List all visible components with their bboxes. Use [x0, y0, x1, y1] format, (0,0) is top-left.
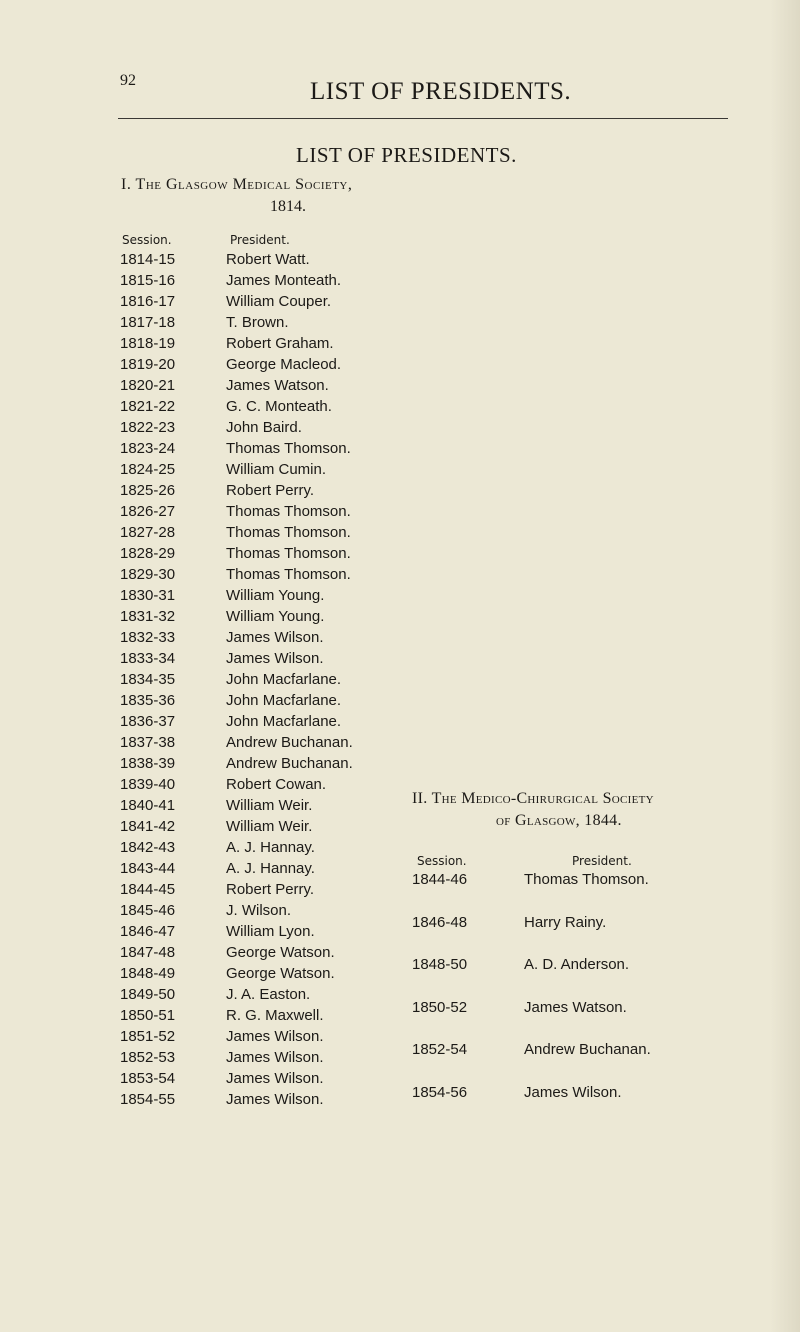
table-row: [412, 997, 742, 1040]
session-cell: 1846-47: [120, 923, 176, 940]
session-cell: 1820-21: [120, 377, 176, 394]
header-rule: [118, 118, 728, 119]
session-cell: 1846-48: [412, 913, 468, 931]
section1-session-header: Session.: [122, 233, 172, 247]
section1-title: I. The Glasgow Medical Society,: [121, 176, 353, 193]
table-row: [120, 984, 420, 1005]
president-cell: R. G. Maxwell.: [226, 1007, 324, 1024]
section1-table: [120, 249, 420, 1110]
president-cell: James Watson.: [524, 998, 627, 1016]
session-cell: 1847-48: [120, 944, 176, 961]
table-row: [120, 1005, 420, 1026]
table-row: [412, 954, 742, 997]
session-cell: 1829-30: [120, 566, 176, 583]
session-cell: 1850-51: [120, 1007, 176, 1024]
president-cell: William Weir.: [226, 797, 313, 814]
section1-president-header: President.: [230, 233, 290, 247]
session-cell: 1828-29: [120, 545, 176, 562]
president-cell: James Wilson.: [226, 1049, 324, 1066]
table-row: [120, 354, 420, 375]
table-row: [120, 963, 420, 984]
president-cell: Thomas Thomson.: [524, 871, 649, 888]
table-row: [120, 753, 420, 774]
president-cell: J. A. Easton.: [226, 986, 311, 1003]
president-cell: James Monteath.: [226, 272, 342, 289]
table-row: [120, 543, 420, 564]
session-cell: 1833-34: [120, 650, 176, 667]
session-cell: 1815-16: [120, 272, 176, 289]
table-row: [120, 480, 420, 501]
session-cell: 1826-27: [120, 503, 176, 520]
table-row: [120, 774, 420, 795]
session-cell: 1834-35: [120, 671, 176, 688]
session-cell: 1851-52: [120, 1028, 176, 1045]
table-row: [120, 270, 420, 291]
session-cell: 1821-22: [120, 398, 176, 415]
table-row: [120, 921, 420, 942]
table-row: [120, 858, 420, 879]
president-cell: Andrew Buchanan.: [226, 734, 353, 751]
page-edge-shadow: [770, 0, 800, 1332]
president-cell: T. Brown.: [226, 314, 289, 331]
session-cell: 1814-15: [120, 251, 176, 268]
session-cell: 1854-55: [120, 1091, 176, 1108]
session-cell: 1841-42: [120, 818, 176, 835]
table-row: [120, 627, 420, 648]
table-row: [120, 1026, 420, 1047]
session-cell: 1823-24: [120, 440, 176, 457]
session-cell: 1844-46: [412, 871, 468, 888]
president-cell: James Wilson.: [226, 1028, 324, 1045]
session-cell: 1848-49: [120, 965, 176, 982]
president-cell: Thomas Thomson.: [226, 440, 351, 457]
president-cell: J. Wilson.: [226, 902, 292, 919]
president-cell: James Wilson.: [524, 1083, 622, 1101]
session-cell: 1840-41: [120, 797, 176, 814]
session-cell: 1831-32: [120, 608, 176, 625]
session-cell: 1848-50: [412, 956, 468, 973]
president-cell: Harry Rainy.: [524, 913, 607, 931]
president-cell: A. D. Anderson.: [524, 956, 630, 973]
session-cell: 1836-37: [120, 713, 176, 730]
session-cell: 1827-28: [120, 524, 176, 541]
session-cell: 1839-40: [120, 776, 176, 793]
president-cell: Andrew Buchanan.: [226, 755, 353, 772]
president-cell: William Young.: [226, 608, 325, 625]
table-row: [120, 711, 420, 732]
table-row: [120, 333, 420, 354]
table-row: [412, 869, 742, 912]
table-row: [120, 1047, 420, 1068]
president-cell: James Wilson.: [226, 650, 324, 667]
page-number: 92: [120, 72, 136, 89]
session-cell: 1838-39: [120, 755, 176, 772]
table-row: [120, 417, 420, 438]
table-row: [120, 585, 420, 606]
table-row: [120, 438, 420, 459]
session-cell: 1852-54: [412, 1041, 468, 1058]
table-row: [120, 795, 420, 816]
session-cell: 1850-52: [412, 998, 468, 1016]
table-row: [120, 522, 420, 543]
president-cell: Robert Perry.: [226, 881, 315, 898]
president-cell: Thomas Thomson.: [226, 503, 351, 520]
table-row: [120, 837, 420, 858]
table-row: [120, 816, 420, 837]
table-row: [120, 1068, 420, 1089]
table-row: [120, 249, 420, 270]
table-row: [120, 669, 420, 690]
session-cell: 1817-18: [120, 314, 176, 331]
session-cell: 1824-25: [120, 461, 176, 478]
session-cell: 1853-54: [120, 1070, 176, 1087]
president-cell: John Macfarlane.: [226, 713, 342, 730]
table-row: [120, 501, 420, 522]
table-row: [120, 375, 420, 396]
session-cell: 1835-36: [120, 692, 176, 709]
session-cell: 1854-56: [412, 1083, 468, 1101]
president-cell: Andrew Buchanan.: [524, 1041, 651, 1058]
president-cell: A. J. Hannay.: [226, 860, 315, 877]
running-head: LIST OF PRESIDENTS.: [310, 78, 572, 105]
table-row: [412, 1039, 742, 1082]
table-row: [120, 291, 420, 312]
session-cell: 1849-50: [120, 986, 176, 1003]
president-cell: John Macfarlane.: [226, 692, 342, 709]
president-cell: Robert Perry.: [226, 482, 315, 499]
president-cell: George Watson.: [226, 944, 335, 961]
session-cell: 1843-44: [120, 860, 176, 877]
table-row: [120, 606, 420, 627]
table-row: [120, 564, 420, 585]
session-cell: 1816-17: [120, 293, 176, 310]
president-cell: Thomas Thomson.: [226, 524, 351, 541]
president-cell: G. C. Monteath.: [226, 398, 332, 415]
table-row: [120, 396, 420, 417]
table-row: [120, 900, 420, 921]
table-row: [120, 690, 420, 711]
session-cell: 1830-31: [120, 587, 176, 604]
section2-president-header: President.: [572, 854, 632, 868]
session-cell: 1825-26: [120, 482, 176, 499]
session-cell: 1837-38: [120, 734, 176, 751]
page-title: LIST OF PRESIDENTS.: [296, 143, 517, 167]
section2-subtitle: of Glasgow, 1844.: [496, 812, 622, 829]
president-cell: A. J. Hannay.: [226, 839, 315, 856]
session-cell: 1845-46: [120, 902, 176, 919]
session-cell: 1842-43: [120, 839, 176, 856]
session-cell: 1832-33: [120, 629, 176, 646]
session-cell: 1822-23: [120, 419, 176, 436]
president-cell: William Cumin.: [226, 461, 327, 478]
president-cell: George Watson.: [226, 965, 335, 982]
table-row: [412, 912, 742, 955]
session-cell: 1819-20: [120, 356, 176, 373]
session-cell: 1818-19: [120, 335, 176, 352]
table-row: [120, 942, 420, 963]
president-cell: Robert Watt.: [226, 251, 310, 268]
president-cell: George Macleod.: [226, 356, 342, 373]
president-cell: John Baird.: [226, 419, 302, 436]
section1-year: 1814.: [270, 198, 306, 215]
president-cell: Robert Cowan.: [226, 776, 327, 793]
table-row: [120, 1089, 420, 1110]
president-cell: William Weir.: [226, 818, 313, 835]
president-cell: James Watson.: [226, 377, 329, 394]
session-cell: 1852-53: [120, 1049, 176, 1066]
section2-table: [412, 869, 742, 1124]
table-row: [412, 1082, 742, 1125]
president-cell: Thomas Thomson.: [226, 545, 351, 562]
table-row: [120, 459, 420, 480]
section2-session-header: Session.: [417, 854, 467, 868]
president-cell: William Lyon.: [226, 923, 315, 940]
president-cell: William Young.: [226, 587, 325, 604]
president-cell: William Couper.: [226, 293, 332, 310]
president-cell: James Wilson.: [226, 629, 324, 646]
table-row: [120, 732, 420, 753]
president-cell: Thomas Thomson.: [226, 566, 351, 583]
section2-title: II. The Medico-Chirurgical Society: [412, 790, 654, 807]
table-row: [120, 312, 420, 333]
president-cell: James Wilson.: [226, 1091, 324, 1108]
president-cell: Robert Graham.: [226, 335, 334, 352]
session-cell: 1844-45: [120, 881, 176, 898]
table-row: [120, 879, 420, 900]
president-cell: John Macfarlane.: [226, 671, 342, 688]
president-cell: James Wilson.: [226, 1070, 324, 1087]
table-row: [120, 648, 420, 669]
